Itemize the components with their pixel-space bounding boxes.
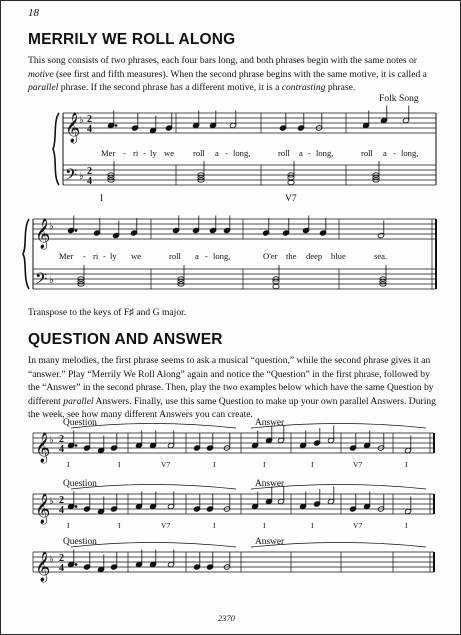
lyric: roll (169, 251, 181, 261)
lyric: - (225, 148, 228, 158)
qa-line-3: the “Answer” in the second phrase. Then, play the two examples below which have the same Question by (28, 382, 434, 394)
time-sig-bottom: 4 (87, 124, 92, 135)
lyric: deep (306, 251, 323, 261)
answer-label: Answer (255, 479, 285, 489)
qa-staff-2 (33, 494, 434, 514)
question-label: Question (63, 418, 97, 428)
answer-label: Answer (255, 537, 285, 547)
lyric: - (103, 251, 106, 261)
lyric: - (143, 148, 146, 158)
question-label: Question (63, 537, 97, 547)
time-sig-bottom: 4 (59, 563, 64, 574)
flat-icon: ♭ (49, 221, 54, 232)
intro-line-2-rest: (see first and fifth measures). When the second phrase begins with the same motive, it is called a (53, 68, 427, 80)
chord-label-v7: V7 (285, 194, 297, 204)
system-2-brace (23, 219, 29, 289)
time-sig-bottom: 4 (87, 176, 92, 187)
qa-line-4-a: different (28, 395, 64, 407)
roman-numeral: V7 (353, 521, 363, 530)
chord-note (273, 284, 279, 288)
lyric: blue (331, 251, 346, 261)
flat-icon: ♭ (49, 554, 54, 565)
dot (75, 230, 77, 232)
lyric: a (215, 148, 219, 158)
qa-staff-3 (33, 552, 434, 572)
chord-label-i: I (100, 194, 104, 204)
lyric: roll (278, 148, 290, 158)
section-title-question-answer: QUESTION AND ANSWER (28, 331, 223, 348)
lyric: ri (133, 148, 139, 158)
dot (75, 506, 77, 508)
system-1-brace (53, 113, 59, 185)
lyric: the (286, 251, 297, 261)
roman-numeral: V7 (353, 460, 363, 469)
page-number: 18 (28, 7, 39, 19)
dot (75, 445, 77, 447)
treble-clef-icon: 𝄞 (35, 219, 51, 249)
lyric: - (393, 148, 396, 158)
term-parallel-2: parallel (63, 395, 94, 407)
time-sig-top: 2 (59, 434, 64, 445)
roman-numeral: I (213, 521, 216, 530)
bass-clef-icon: 𝄢 (65, 166, 78, 188)
intro-line-1: This song consists of two phrases, each four bars long, and both phrases begin with the same notes or (28, 55, 418, 66)
system-2-bass-staff (33, 269, 436, 289)
roman-numeral: I (311, 460, 314, 469)
question-label: Question (63, 479, 97, 489)
transpose-instruction: Transpose to the keys of F♯ and G major. (28, 307, 187, 318)
footer-code: 2370 (218, 613, 235, 623)
flat-icon: ♭ (49, 435, 54, 446)
time-sig-bottom: 4 (59, 505, 64, 516)
roman-numeral: V7 (161, 521, 171, 530)
treble-clef-icon: 𝄞 (35, 552, 51, 582)
system-2-treble-staff (33, 219, 436, 239)
lyric: a (195, 251, 199, 261)
treble-clef-icon: 𝄞 (35, 433, 51, 463)
flat-icon: ♭ (49, 275, 54, 286)
time-sig-top: 2 (59, 553, 64, 564)
lyric: long, (401, 148, 419, 158)
treble-clef-icon: 𝄞 (35, 494, 51, 524)
flat-icon: ♭ (49, 496, 54, 507)
intro-line-3-b: phrase. (325, 82, 356, 94)
roman-numeral: I (67, 460, 70, 469)
section-title-merrily: MERRILY WE ROLL ALONG (28, 31, 236, 48)
lyric: - (83, 251, 86, 261)
lyric: - (308, 148, 311, 158)
term-contrasting: contrasting (281, 82, 326, 94)
roman-numeral: I (118, 460, 121, 469)
lyric: Mer (59, 251, 74, 261)
lyric: long, (233, 148, 251, 158)
lyric: long, (213, 251, 231, 261)
lyric: ly (150, 148, 157, 158)
system-1-bass-staff (63, 165, 436, 185)
roman-numeral: I (405, 460, 408, 469)
roman-numeral: I (213, 460, 216, 469)
lyric: we (164, 148, 175, 158)
lyric: roll (193, 148, 205, 158)
lyric: we (131, 251, 142, 261)
lyric: sea. (374, 251, 388, 261)
roman-numeral: I (67, 521, 70, 530)
time-sig-top: 2 (59, 495, 64, 506)
term-motive: motive (28, 68, 54, 80)
roman-numeral: I (118, 521, 121, 530)
qa-staff-1 (33, 433, 434, 453)
system-1-treble-staff (63, 113, 436, 133)
lyric: a (299, 148, 303, 158)
qa-paragraph (28, 354, 436, 422)
lyric: ly (110, 251, 117, 261)
lyric: long, (316, 148, 334, 158)
lyric: - (123, 148, 126, 158)
qa-line-1: In many melodies, the first phrase seems to ask a musical “question,” while the second phrase gives it an (28, 355, 431, 366)
roman-numeral: I (405, 521, 408, 530)
roman-numeral: V7 (161, 460, 171, 469)
intro-line-3-a: phrase. If the second phrase has a different motive, it is a (58, 82, 282, 94)
lyric: ri (93, 251, 99, 261)
qa-line-2: “answer.” Play “Merrily We Roll Along” again and notice the “Question” in the first phrase, followed by (28, 368, 430, 380)
flat-icon: ♭ (79, 115, 84, 126)
roman-numeral: I (311, 521, 314, 530)
lyric: a (383, 148, 387, 158)
time-sig-bottom: 4 (59, 444, 64, 455)
roman-numeral: I (263, 521, 266, 530)
term-parallel: parallel (28, 82, 59, 94)
lyric: Mer (101, 148, 116, 158)
dot (115, 125, 117, 127)
lyric: roll (361, 148, 373, 158)
flat-icon: ♭ (79, 171, 84, 182)
qa-line-4 (28, 395, 436, 409)
lyric: - (205, 251, 208, 261)
lyric: O'er (263, 251, 278, 261)
chord-note (288, 180, 294, 184)
dot (75, 564, 77, 566)
source-credit: Folk Song (379, 93, 419, 104)
qa-line-4-b: Answers. Finally, use this same Question to make up your own parallel Answers. During (93, 395, 436, 407)
answer-label: Answer (255, 418, 285, 428)
time-sig-top: 2 (87, 114, 92, 125)
bass-clef-icon: 𝄢 (35, 270, 48, 292)
time-sig-top: 2 (87, 166, 92, 177)
qa-line-5: the week, see how many different Answers you can create. (28, 409, 253, 421)
roman-numeral: I (263, 460, 266, 469)
treble-clef-icon: 𝄞 (65, 113, 81, 143)
